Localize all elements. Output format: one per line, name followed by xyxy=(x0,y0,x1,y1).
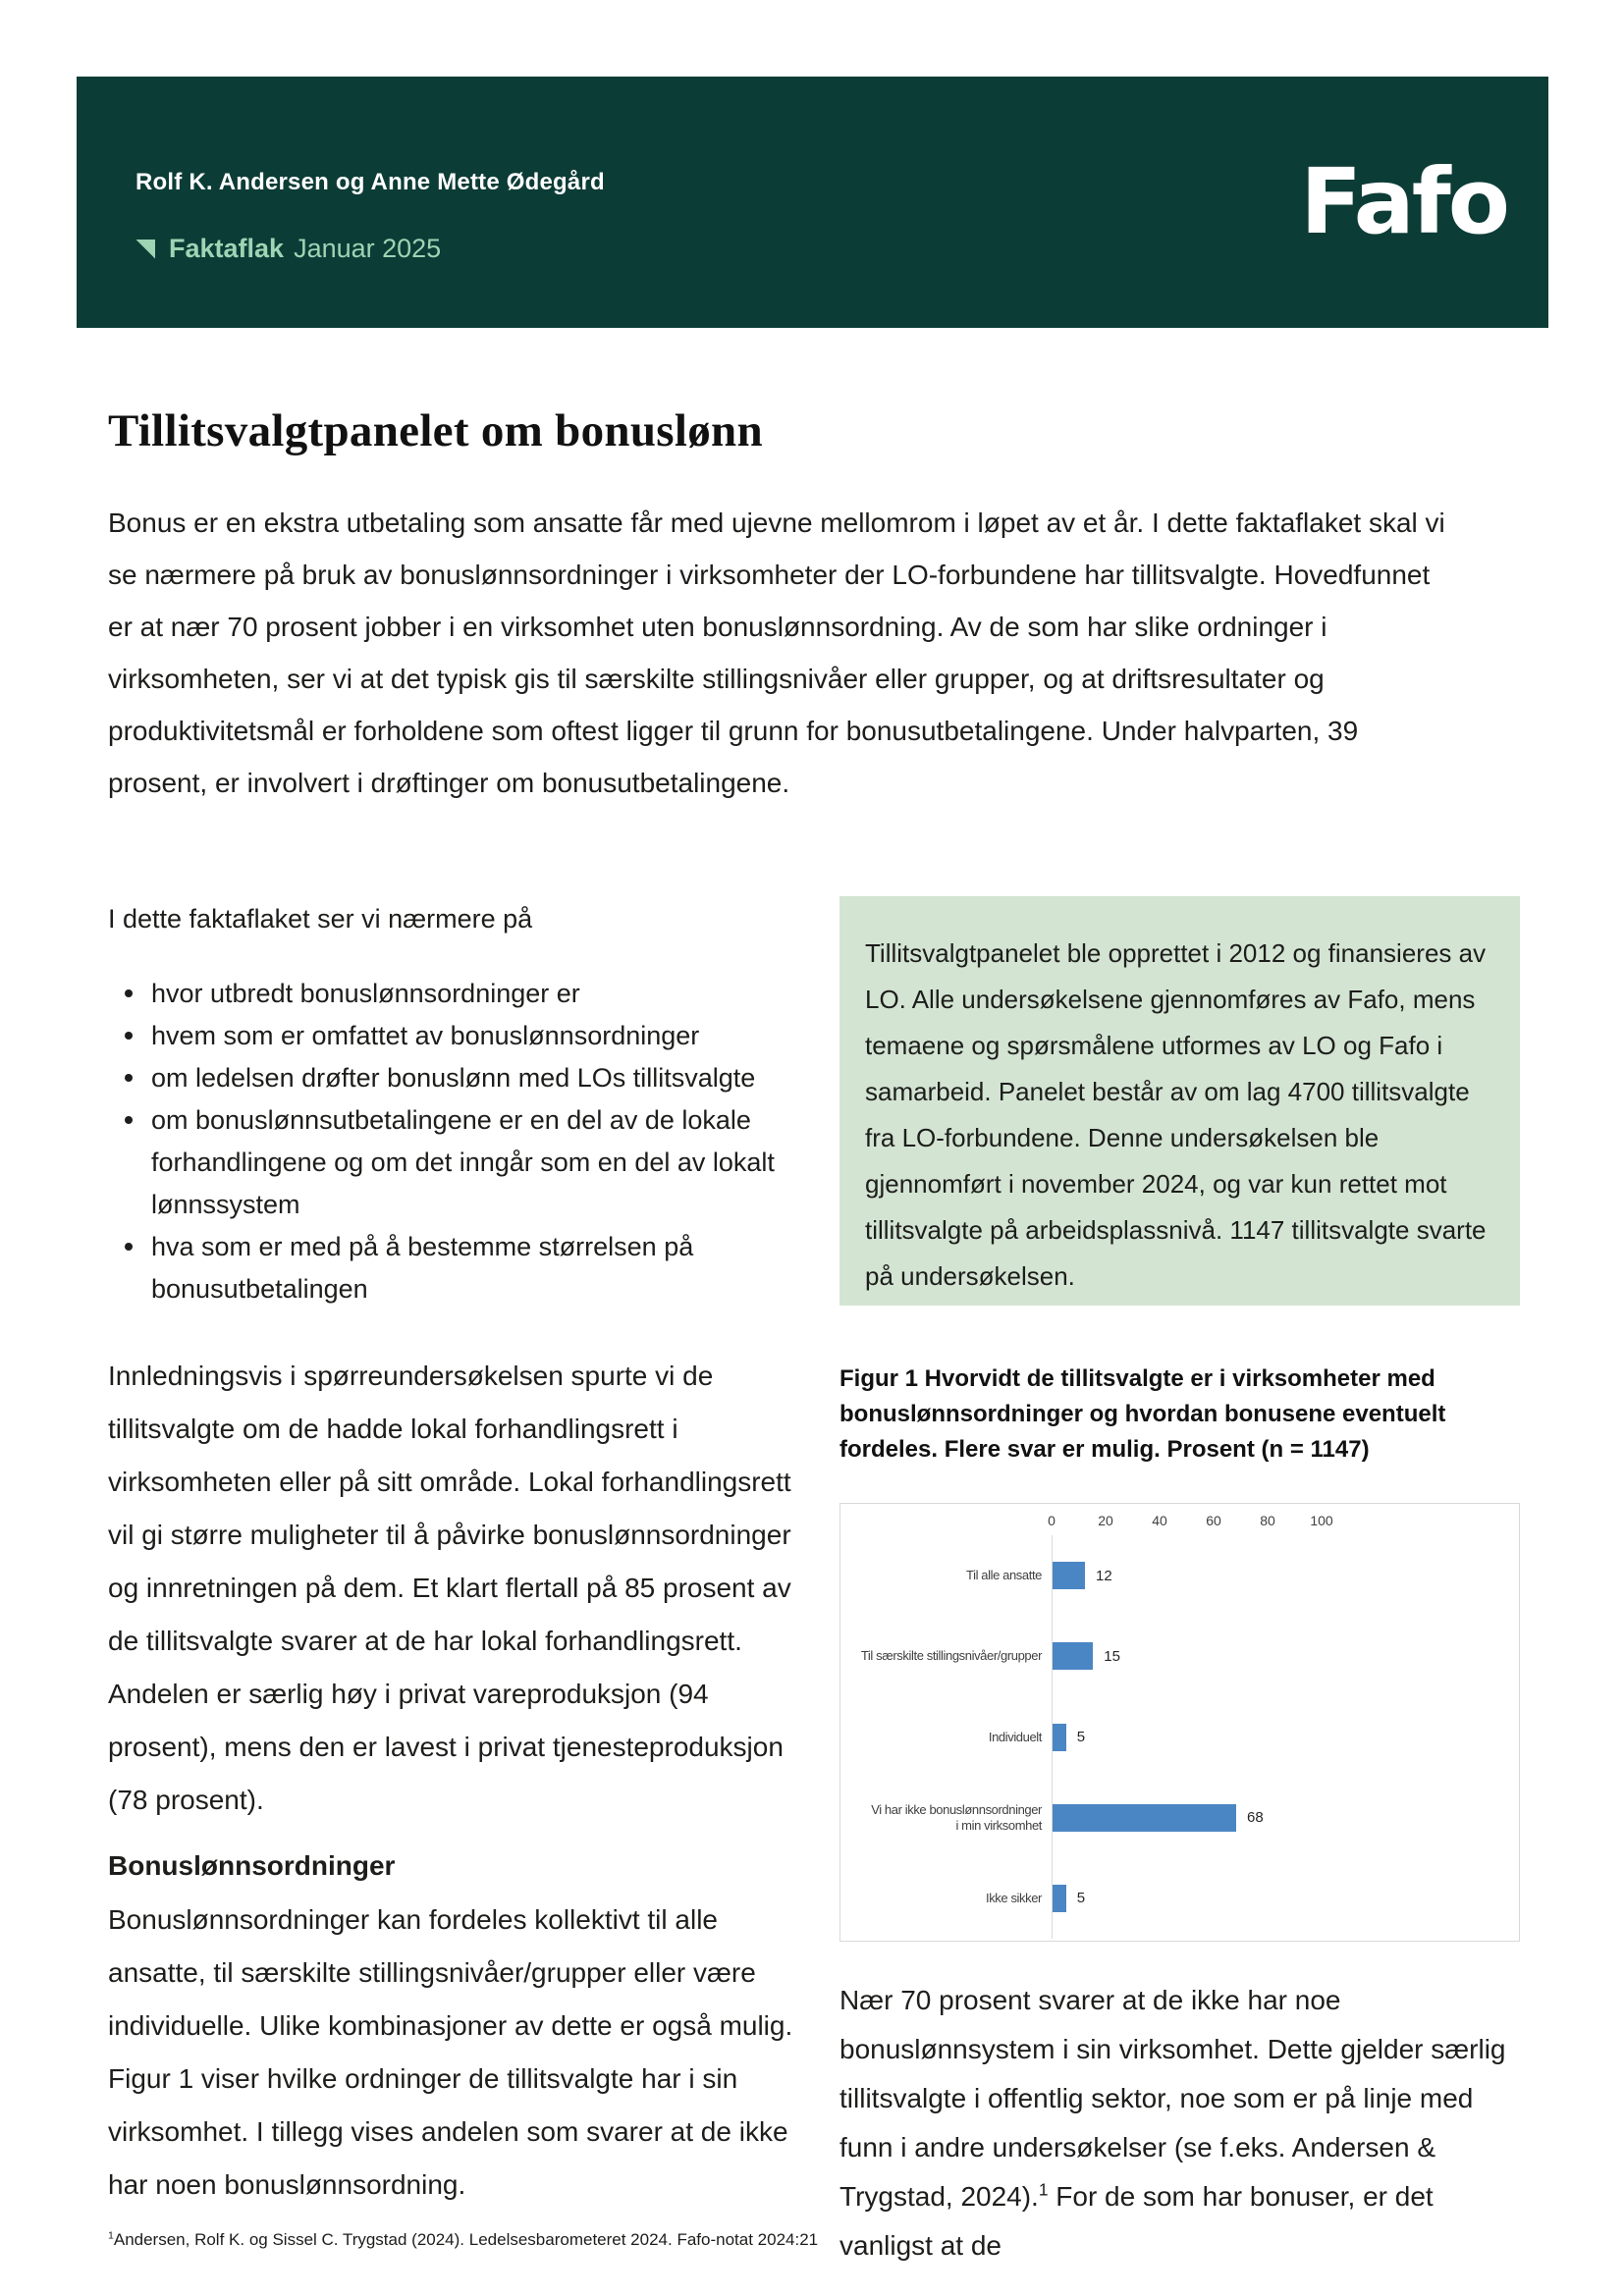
body-paragraph: Innledningsvis i spørreundersøkelsen spurte vi de tillitsvalgte om de hadde lokal forhandlingsrett i virksomheten eller på sitt område. Lokal forhandlingsrett vil gi større muligheter til å påvirke bonuslønnsordninger og innretningen på dem. Et klart flertall på 85 prosent av de tillitsvalgte svarer at de har lokal forhandlingsrett. Andelen er særlig høy i privat vareproduksjon (94 prosent), mens den er lavest i privat tjenesteproduksjon (78 prosent). xyxy=(108,1361,791,1815)
figure-caption: Figur 1 Hvorvidt de tillitsvalgte er i virksomheter med bonuslønnsordninger og hvordan bonusene eventuelt fordeles. Flere svar er mulig. Prosent (n = 1147) xyxy=(839,1365,1446,1463)
bullet-list xyxy=(108,973,795,1310)
lead-sentence: I dette faktaflaket ser vi nærmere på xyxy=(108,904,533,934)
body-paragraph xyxy=(839,1976,1520,2270)
chart-row xyxy=(840,1696,1519,1777)
chart-row xyxy=(840,1616,1519,1696)
list-item xyxy=(108,1226,795,1310)
list-item-text: hva som er med på å bestemme størrelsen på bonusutbetalingen xyxy=(151,1232,694,1304)
category-label: Vi har ikke bonuslønnsordninger i min virksomhet xyxy=(871,1801,1042,1833)
intro-paragraph: Bonus er en ekstra utbetaling som ansatte får med ujevne mellomrom i løpet av et år. I dette faktaflaket skal vi se nærmere på bruk av bonuslønnsordninger i virksomheter der LO-forbundene har tillitsvalgte. Hovedfunnet er at nær 70 prosent jobber i en virksomhet uten bonuslønnsordning. Av de som har slike ordninger i virksomheten, ser vi at det typisk gis til særskilte stillingsnivåer eller grupper, og at driftsresultater og produktivitetsmål er forholdene som oftest ligger til grunn for bonusutbetalingene. Under halvparten, 39 prosent, er involvert i drøftinger om bonusutbetalingene. xyxy=(108,507,1445,798)
paragraph-text: Nær 70 prosent svarer at de ikke har noe bonuslønnsystem i sin virksomhet. Dette gjelder særlig tillitsvalgte i offentlig sektor, noe som er på linje med funn i andre undersøkelser (se f.eks. Andersen & Trygstad, 2024). xyxy=(839,1985,1506,2212)
info-box: Tillitsvalgtpanelet ble opprettet i 2012 og finansieres av LO. Alle undersøkelsene gjennomføres av Fafo, mens temaene og spørsmålene utformes av LO og Fafo i samarbeid. Panelet består av om lag 4700 tillitsvalgte fra LO-forbundene. Denne undersøkelsen ble gjennomført i november 2024, og var kun rettet mot tillitsvalgte på arbeidsplassnivå. 1147 tillitsvalgte svarte på undersøkelsen. xyxy=(839,896,1520,1306)
bar xyxy=(1053,1804,1236,1832)
bullet-icon xyxy=(125,1032,133,1040)
bullet-icon xyxy=(125,1116,133,1124)
category-label: Til alle ansatte xyxy=(966,1568,1042,1583)
list-item-text: hvor utbredt bonuslønnsordninger er xyxy=(151,979,580,1008)
chart-ticks xyxy=(840,1513,1519,1530)
page-title: Tillitsvalgtpanelet om bonuslønn xyxy=(108,405,763,456)
footnote xyxy=(108,2230,818,2250)
value-label: 5 xyxy=(1076,1890,1086,1907)
fafo-logo: Fafo xyxy=(1300,149,1507,254)
left-column xyxy=(108,898,795,2212)
value-label: 12 xyxy=(1096,1567,1112,1584)
publication-meta xyxy=(135,234,441,264)
x-tick-label: 0 xyxy=(1048,1513,1056,1528)
right-column xyxy=(839,896,1520,2270)
category-label: Til særskilte stillingsnivåer/grupper xyxy=(860,1648,1042,1664)
bar xyxy=(1053,1562,1085,1589)
list-item-text: om bonuslønnsutbetalingene er en del av de lokale forhandlingene og om det inngår som en del av lokalt lønnssystem xyxy=(151,1105,775,1219)
list-item xyxy=(108,1015,795,1057)
body-paragraph: Bonuslønnsordninger kan fordeles kollektivt til alle ansatte, til særskilte stillingsnivåer/grupper eller være individuelle. Ulike kombinasjoner av dette er også mulig. Figur 1 viser hvilke ordninger de tillitsvalgte har i sin virksomhet. I tillegg vises andelen som svarer at de ikke har noen bonuslønnsordning. xyxy=(108,1904,793,2200)
chart-row xyxy=(840,1535,1519,1616)
bullet-icon xyxy=(125,1243,133,1251)
list-item-text: om ledelsen drøfter bonuslønn med LOs tillitsvalgte xyxy=(151,1063,756,1093)
x-tick-label: 60 xyxy=(1206,1513,1221,1528)
x-tick-label: 20 xyxy=(1098,1513,1113,1528)
category-label: Ikke sikker xyxy=(985,1890,1042,1905)
chart-row xyxy=(840,1858,1519,1939)
category-label: Individuelt xyxy=(988,1729,1042,1744)
value-label: 5 xyxy=(1076,1729,1086,1745)
footnote-marker: 1 xyxy=(1038,2179,1049,2200)
list-item xyxy=(108,1099,795,1226)
bar xyxy=(1053,1642,1093,1670)
bullet-icon xyxy=(125,989,133,997)
series-label: Faktaflak xyxy=(169,234,285,263)
figure1-bar-chart xyxy=(839,1503,1520,1942)
header-band xyxy=(77,77,1548,328)
section-heading: Bonuslønnsordninger xyxy=(108,1850,396,1881)
bar xyxy=(1053,1724,1066,1751)
authors: Rolf K. Andersen og Anne Mette Ødegård xyxy=(135,169,605,195)
bar xyxy=(1053,1885,1066,1912)
list-item xyxy=(108,1057,795,1099)
list-item-text: hvem som er omfattet av bonuslønnsordninger xyxy=(151,1021,700,1050)
fafo-flag-icon xyxy=(135,240,155,259)
x-tick-label: 100 xyxy=(1310,1513,1333,1528)
x-tick-label: 80 xyxy=(1260,1513,1275,1528)
chart-row xyxy=(840,1778,1519,1858)
value-label: 68 xyxy=(1247,1809,1264,1827)
list-item xyxy=(108,973,795,1015)
footnote-text: Andersen, Rolf K. og Sissel C. Trygstad (2024). Ledelsesbarometeret 2024. Fafo-notat 2024:21 xyxy=(113,2230,819,2249)
chart-plot xyxy=(840,1535,1519,1939)
value-label: 15 xyxy=(1104,1647,1120,1665)
x-tick-label: 40 xyxy=(1152,1513,1167,1528)
bullet-icon xyxy=(125,1074,133,1082)
publication-date: Januar 2025 xyxy=(294,234,442,263)
paragraph-text: For de som har bonuser, er det vanligst at de xyxy=(839,2181,1434,2261)
footnote-number: 1 xyxy=(108,2229,114,2242)
